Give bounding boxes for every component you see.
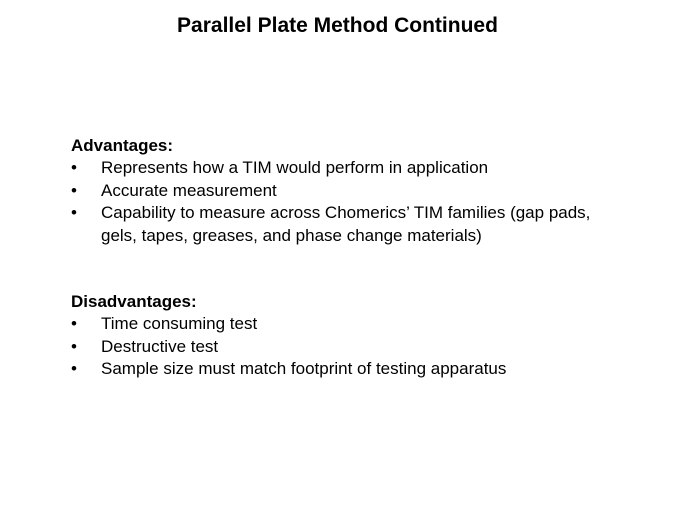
advantages-heading: Advantages:	[71, 136, 174, 155]
bullet-icon: •	[71, 158, 77, 177]
advantages-item	[71, 202, 631, 247]
advantages-item	[71, 180, 631, 203]
disadvantages-section	[71, 290, 631, 381]
bullet-icon: •	[71, 180, 77, 200]
disadvantages-item	[71, 358, 631, 381]
disadvantages-item-text: Time consuming test	[101, 314, 258, 333]
bullet-icon: •	[71, 336, 77, 356]
advantages-section	[71, 134, 631, 247]
bullet-icon: •	[71, 314, 77, 333]
bullet-icon: •	[71, 359, 77, 378]
disadvantages-item	[71, 313, 631, 336]
advantages-item-text: Accurate measurement	[101, 180, 277, 200]
disadvantages-heading: Disadvantages:	[71, 292, 197, 311]
advantages-item-text: Represents how a TIM would perform in application	[101, 158, 489, 177]
disadvantages-list	[71, 313, 631, 381]
disadvantages-item	[71, 336, 631, 359]
advantages-item	[71, 157, 631, 180]
advantages-list	[71, 157, 631, 247]
bullet-icon: •	[71, 203, 77, 222]
disadvantages-item-text: Destructive test	[101, 336, 219, 356]
disadvantages-item-text: Sample size must match footprint of testing apparatus	[101, 359, 507, 378]
slide-title: Parallel Plate Method Continued	[177, 14, 498, 37]
advantages-item-text: Capability to measure across Chomerics’ TIM families (gap pads, gels, tapes, greases, and phase change materials)	[101, 203, 591, 245]
